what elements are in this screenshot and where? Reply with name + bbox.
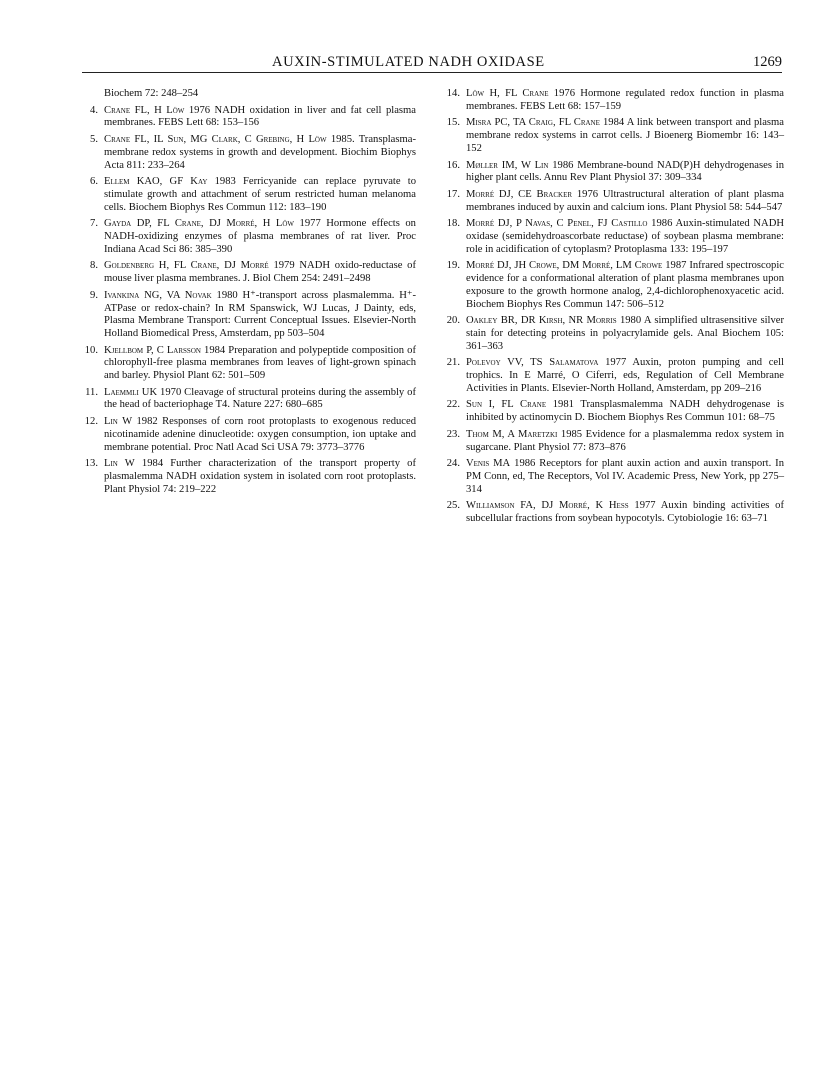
reference-authors: Morré DJ, P Navas, C Penel, FJ Castillo [466,218,648,230]
reference-text: 1986 Auxin-stimulated NADH oxidase (semidehydroascorbate reductase) of soybean plasma membrane: role in acidification of cytoplasm? Protoplasma 133: 195–197 [466,218,784,255]
reference-number: 18. [446,218,460,230]
reference-entry [444,88,784,113]
reference-number: 24. [446,458,460,470]
reference-authors: Morré DJ, CE Bracker [466,188,573,200]
reference-text: 1976 Hormone regulated redox function in plasma membranes. FEBS Lett 68: 157–159 [466,88,784,112]
reference-text: 1977 Hormone effects on NADH-oxidizing enzymes of plasma membranes of rat liver. Proc Indiana Acad Sci 86: 385–390 [104,218,416,255]
reference-authors: Polevoy VV, TS Salamatova [466,357,599,369]
running-title: AUXIN-STIMULATED NADH OXIDASE [272,54,545,70]
reference-number: 21. [446,357,460,369]
reference-number: 6. [90,176,98,188]
reference-text: 1982 Responses of corn root protoplasts to exogenous reduced nicotinamide adenine dinucleotide: oxygen consumption, ion uptake and membrane potential. Proc Natl Acad Sci USA 79: 3773–3776 [104,416,416,453]
reference-number: 25. [446,500,460,512]
reference-entry [444,429,784,454]
reference-text: 1977 Auxin binding activities of subcellular fractions from soybean hypocotyls. Cytobiologie 16: 63–71 [466,500,784,525]
reference-text: 1987 Infrared spectroscopic evidence for a conformational alteration of plant plasma membranes upon exposure to the growth hormone analog, 2,4-dichlorophenoxyacetic acid. Biochem Biophys Res Commun 147: 506–512 [466,260,784,310]
reference-number: 20. [446,315,460,327]
reference-authors: Morré DJ, JH Crowe, DM Morré, LM Crowe [466,260,663,272]
reference-number: 15. [446,117,460,129]
reference-text: 1985. Transplasma-membrane redox systems in growth and development. Biochim Biophys Acta 811: 233–264 [104,134,416,171]
reference-number: 12. [84,416,98,428]
reference-authors: Löw H, FL Crane [466,88,549,99]
running-header [82,50,782,73]
reference-text: 1970 Cleavage of structural proteins during the assembly of the head of bacteriophage T4. Nature 227: 680–685 [104,386,416,411]
reference-number: 13. [84,458,98,470]
reference-number: 19. [446,260,460,272]
reference-text: 1979 NADH oxido-reductase of mouse liver plasma membranes. J. Biol Chem 254: 2491–2498 [104,260,416,285]
reference-authors: Crane FL, IL Sun, MG Clark, C Grebing, H Löw [104,134,327,146]
reference-number: 11. [85,386,98,398]
reference-entry [82,458,416,496]
reference-entry [444,399,784,424]
reference-entry [82,387,416,412]
reference-entry [82,416,416,454]
reference-authors: Williamson FA, DJ Morré, K Hess [466,500,629,512]
reference-text: 1980 A simplified ultrasensitive silver stain for detecting proteins in polyacrylamide gels. Anal Biochem 105: 361–363 [466,315,784,352]
reference-text: 1986 Membrane-bound NAD(P)H dehydrogenases in higher plant cells. Annu Rev Plant Physiol 37: 309–334 [466,159,784,184]
reference-text: 1985 Evidence for a plasmalemma redox system in sugarcane. Plant Physiol 77: 873–876 [466,428,784,453]
reference-number: 23. [446,428,460,440]
reference-authors: Laemmli UK [104,386,158,398]
reference-authors: Kjellbom P, C Larsson [104,344,201,356]
reference-entry [444,357,784,395]
reference-number: 5. [90,134,98,146]
reference-authors: Møller IM, W Lin [466,159,549,171]
reference-text: 1976 NADH oxidation in liver and fat cell plasma membranes. FEBS Lett 68: 153–156 [104,104,416,129]
reference-text: 1986 Receptors for plant auxin action and auxin transport. In PM Conn, ed, The Receptors, Vol IV. Academic Press, New York, pp 275–314 [466,458,784,495]
reference-text: 1984 Further characterization of the transport property of plasmalemma NADH oxidation system in isolated corn root protoplasts. Plant Physiol 74: 219–222 [104,458,416,495]
reference-authors: Goldenberg H, FL Crane, DJ Morré [104,260,269,272]
reference-entry [82,218,416,256]
reference-entry [82,345,416,383]
reference-authors: Ivankina NG, VA Novak [104,289,212,301]
reference-number: 22. [446,399,460,411]
reference-number: 9. [90,289,98,301]
reference-entry [444,315,784,353]
reference-authors: Sun I, FL Crane [466,399,547,411]
reference-authors: Ellem KAO, GF Kay [104,176,208,188]
reference-text: 1984 Preparation and polypeptide composition of chlorophyll-free plasma membranes from leaves of light-grown spinach and barley. Physiol Plant 62: 501–509 [104,344,416,382]
reference-number: 14. [446,88,460,99]
reference-text: 1983 Ferricyanide can replace pyruvate to stimulate growth and attachment of serum restricted human melanoma cells. Biochem Biophys Res Commun 112: 183–190 [104,176,416,213]
reference-number: 10. [84,344,98,356]
references-left-column [82,88,416,500]
reference-authors: Misra PC, TA Craig, FL Crane [466,117,600,129]
reference-authors: Lin W [104,458,135,470]
reference-entry [444,458,784,496]
reference-entry [444,160,784,185]
reference-authors: Thom M, A Maretzki [466,428,558,440]
reference-number: 7. [90,218,98,230]
reference-text: 1981 Transplasmalemma NADH dehydrogenase is inhibited by actinomycin D. Biochem Biophys Res Commun 101: 68–75 [466,399,784,424]
page-number: 1269 [753,54,782,70]
reference-text: 1984 A link between transport and plasma membrane redox systems in carrot cells. J Bioenerg Biomembr 16: 143–152 [466,117,784,154]
reference-entry [82,176,416,214]
reference-entry [444,260,784,311]
reference-number: 4. [90,104,98,116]
reference-entry [82,260,416,285]
reference-number: 17. [446,188,460,200]
reference-entry [444,500,784,525]
reference-entry [444,189,784,214]
reference-entry [82,105,416,130]
reference-authors: Lin W [104,416,133,428]
reference-number: 8. [90,260,98,272]
reference-number: 16. [446,159,460,171]
references-right-column [444,88,784,530]
reference-entry [82,290,416,341]
reference-entry [444,218,784,256]
reference-entry [82,134,416,172]
reference-text: 1976 Ultrastructural alteration of plant plasma membranes induced by auxin and calcium ions. Plant Physiol 58: 544–547 [466,188,784,213]
reference-text: Biochem 72: 248–254 [104,88,199,99]
reference-authors: Oakley BR, DR Kirsh, NR Morris [466,315,617,327]
reference-entry [82,88,416,101]
reference-text: 1980 H⁺-transport across plasmalemma. H⁺-ATPase or redox-chain? In RM Spanswick, WJ Lucas, J Dainty, eds, Plasma Membrane Transport: Current Conceptual Issues. Elsevier-North Holland Biomedical Press, Amsterdam, pp 503–504 [104,289,417,339]
reference-authors: Venis MA [466,458,511,470]
reference-entry [444,117,784,155]
reference-authors: Crane FL, H Löw [104,104,185,116]
reference-text: 1977 Auxin, proton pumping and cell trophics. In E Marré, O Ciferri, eds, Regulation of Cell Membrane Activities in Plants. Elsevier-North Holland, Amsterdam, pp 209–216 [466,357,784,394]
reference-authors: Gayda DP, FL Crane, DJ Morré, H Löw [104,218,295,230]
